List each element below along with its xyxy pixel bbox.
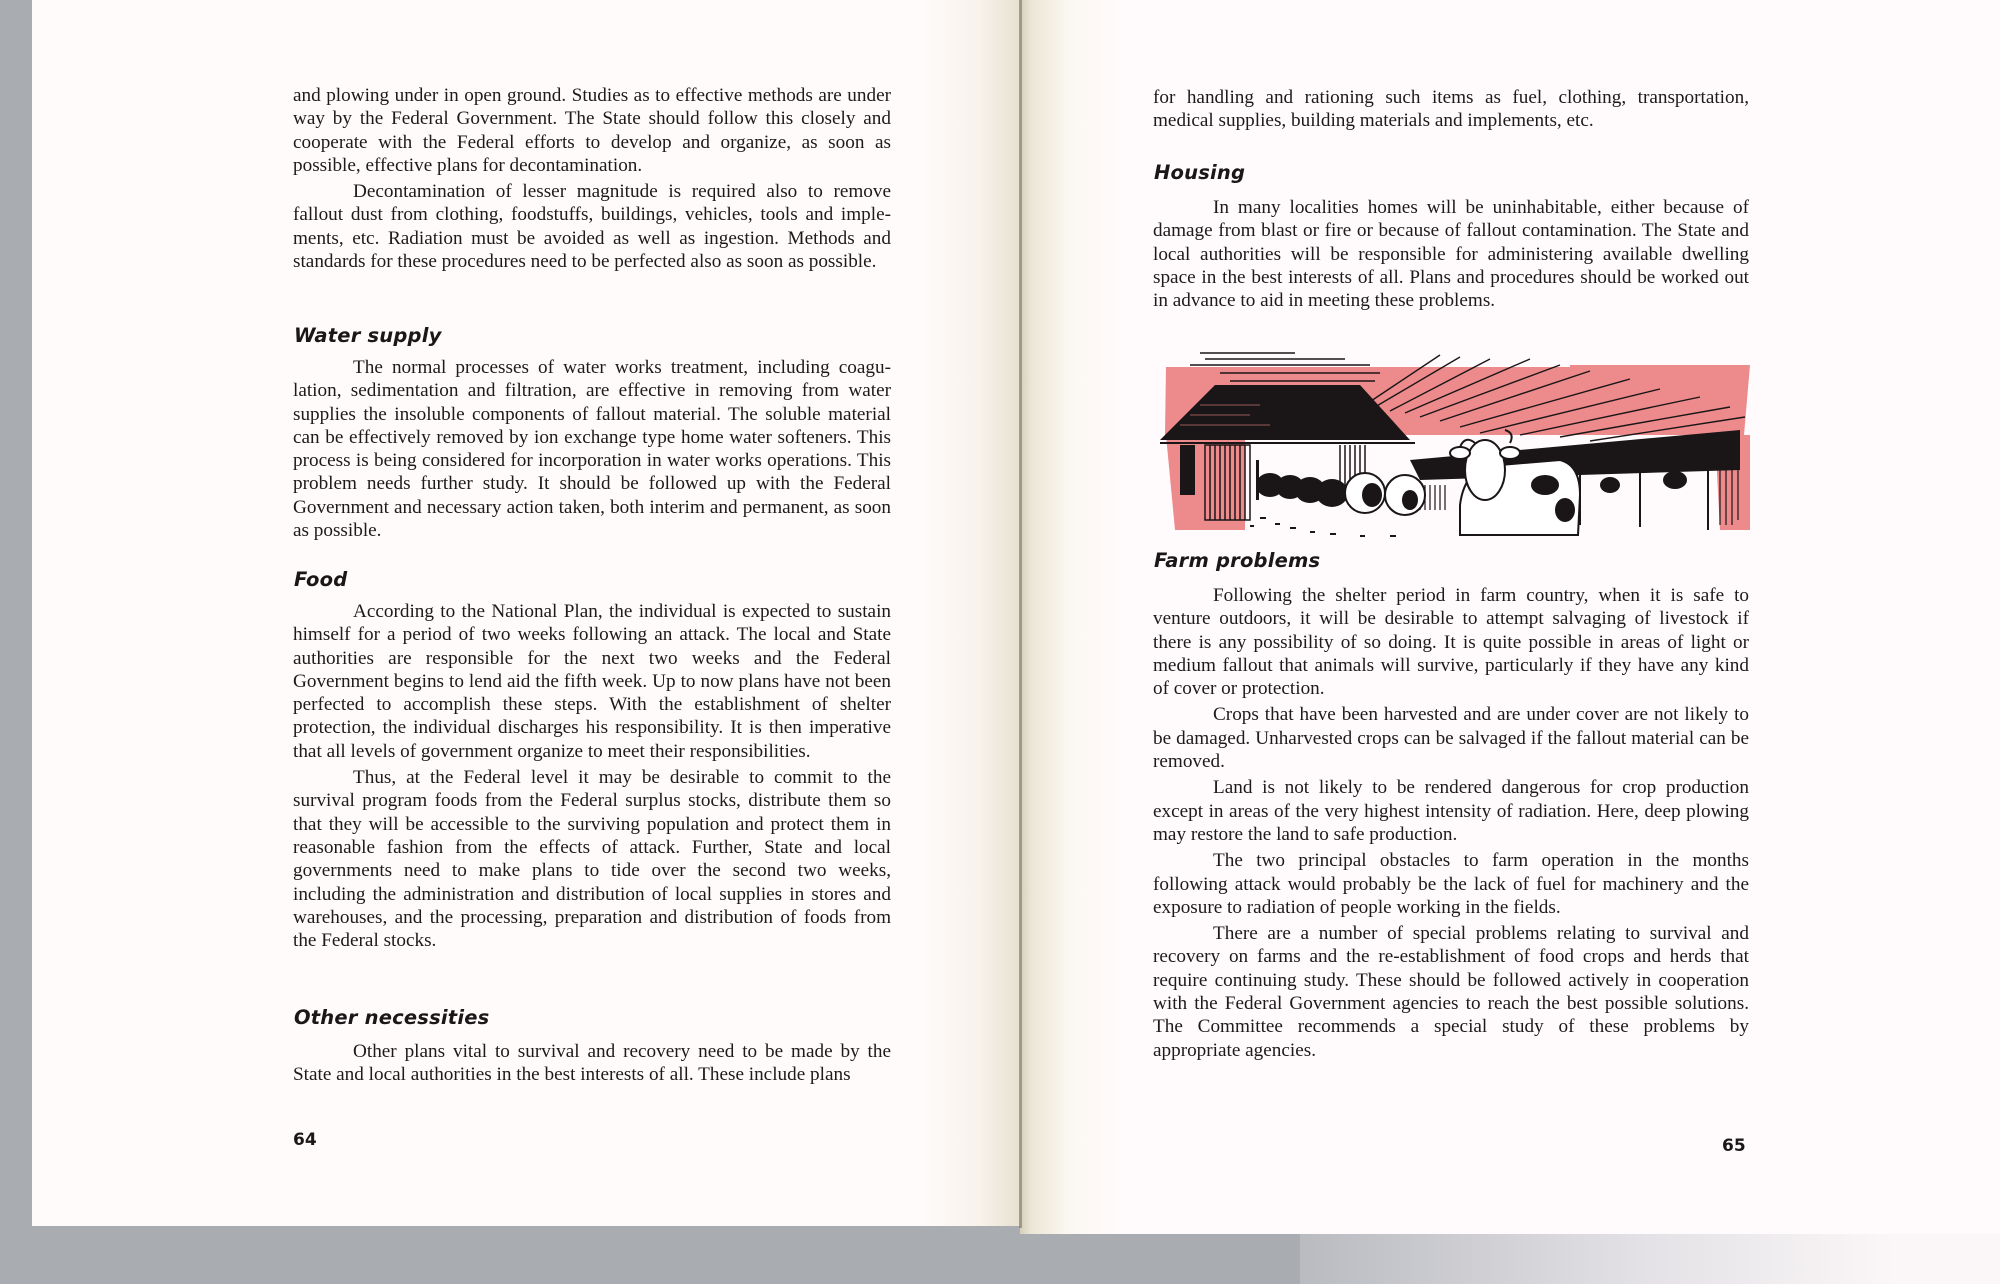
water-supply-text [293,356,891,545]
section-heading-other-necessities: Other necessities [294,1006,490,1029]
paragraph: for handling and rationing such items as fuel, clothing, transportation, medical supplies, building materials and implements, etc. [1153,87,1749,132]
paragraph: According to the National Plan, the individual is expected to sustain himself for a period of two weeks following an attack. The local and State authorities are responsible for the next two weeks and the Federal Government begins to lend aid the fifth week. Up to now plans have not been perfected to accomplish these steps. With the establishment of shelter protection, the individual discharges his responsibility. It is then imperative that all levels of government organize to meet their responsibilities. [293,601,891,762]
ground-texture [1250,517,1396,537]
paragraph: Other plans vital to survival and recovery need to be made by the State and local authorities in the best interests of all. These include plans [293,1041,891,1086]
paragraph: and plowing under in open ground. Studies as to effective methods are under way by the Federal Government. The State should follow this closely and cooperate with the Federal efforts to develop and organize, as soon as possible, effective plans for decontamination. [293,85,891,176]
section-heading-housing: Housing [1154,161,1246,184]
right-intro-text [1153,86,1749,136]
paragraph: The two principal obstacles to farm operation in the months following attack would probably be the lack of fuel for machinery and the exposure to radiation of people working in the fields. [1153,850,1749,918]
page-number-right: 65 [1722,1136,1746,1156]
paragraph: Thus, at the Federal level it may be desirable to commit to the survival program foods from the Federal surplus stocks, distribute them so that they will be accessible to the surviving population and protect them in reasonable fashion from the effects of attack. Further, State and local governments need to make plans to tide over the second two weeks, including the administration and distribution of local supplies in stores and warehouses, and the processing, preparation and distribution of foods from the Federal stocks. [293,767,891,952]
section-heading-farm-problems: Farm problems [1154,549,1321,572]
housing-text [1153,196,1749,315]
section-heading-food: Food [294,568,348,591]
paragraph: There are a number of special problems relating to survival and recovery on farms and the re-establishment of food crops and herds that require continuing study. These should be followed actively in cooperation with the Federal Government agencies to reach the best possible solutions. The Committee recommends a special study of these problems by appropriate agencies. [1153,923,1749,1061]
barn-with-cattle-illustration [1160,345,1750,545]
paragraph: Decontamination of lesser magnitude is required also to remove fallout dust from clothing, foodstuffs, buildings, vehicles, tools and implements, etc. Radiation must be avoided as well as ingestion. Methods and standards for these procedures need to be perfected also as soon as possible. [293,181,891,273]
paragraph: In many localities homes will be uninhabitable, either because of damage from blast or fire or because of fallout contamination. The State and local authorities will be responsible for administering available dwelling space in the best interests of all. Plans and procedures should be worked out in advance to aid in meeting these problems. [1153,197,1749,312]
left-intro-text [293,84,891,276]
paragraph: The normal processes of water works treatment, including coagulation, sedimentation and filtration, are effective in removing from water supplies the insoluble components of fallout material. The soluble material can be effectively removed by ion exchange type home water softeners. This process is being considered for incorporation in water works operations. This problem needs further study. It should be followed up with the Federal Government and necessary action taken, both interim and permanent, as soon as possible. [293,357,891,542]
paragraph: Following the shelter period in farm country, when it is safe to venture outdoors, it will be desirable to attempt salvaging of livestock if there is any possibility of so doing. It is quite possible in areas of light or medium fallout that animals will survive, particularly if they have any kind of cover or protection. [1153,585,1749,700]
other-necessities-text [293,1040,891,1090]
farm-problems-text [1153,584,1749,1065]
food-text [293,600,891,955]
paragraph: Crops that have been harvested and are under cover are not likely to be damaged. Unharvested crops can be salvaged if the fallout material can be removed. [1153,704,1749,773]
page-number-left: 64 [293,1130,317,1150]
section-heading-water-supply: Water supply [294,324,442,347]
paragraph: Land is not likely to be rendered dangerous for crop production except in areas of the very highest intensity of radiation. Here, deep plowing may restore the land to safe production. [1153,777,1749,845]
book-gutter [1019,0,1022,1228]
